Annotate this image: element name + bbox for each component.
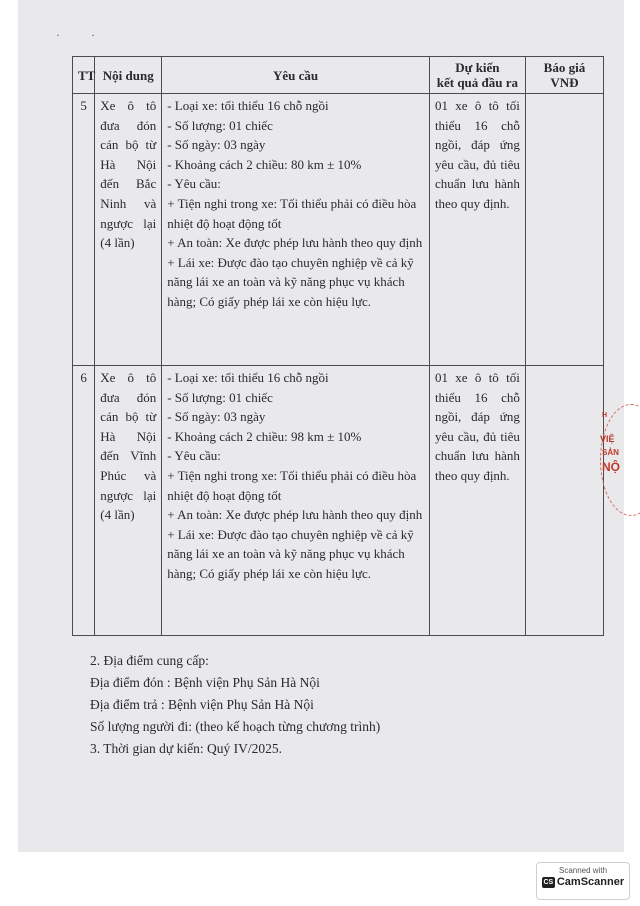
row-expected: 01 xe ô tô tối thiểu 16 chỗ ngồi, đáp ứng yêu cầu, đủ tiêu chuẩn lưu hành theo quy định. bbox=[429, 366, 525, 636]
header-tt: TT bbox=[73, 57, 95, 94]
requirement-line: - Yêu cầu: bbox=[167, 448, 221, 464]
camscanner-watermark bbox=[536, 862, 630, 900]
row-content: Xe ô tô đưa đón cán bộ từ Hà Nội đến Bắc Ninh và ngược lại (4 lần) bbox=[95, 94, 162, 366]
stamp-text: H bbox=[602, 412, 608, 419]
passenger-count: Số lượng người đi: (theo kế hoạch từng chương trình) bbox=[90, 719, 381, 734]
stamp-text: NỘ bbox=[602, 460, 620, 474]
header-quote-line1: Báo giá bbox=[543, 60, 586, 75]
requirement-line: + Tiện nghi trong xe: Tối thiểu phải có điều hòa nhiệt độ hoạt động tốt bbox=[167, 467, 417, 503]
red-seal-stamp bbox=[596, 404, 626, 514]
header-content: Nội dung bbox=[95, 57, 162, 94]
requirement-line: - Số ngày: 03 ngày bbox=[167, 409, 266, 425]
camscanner-brand-text: CamScanner bbox=[556, 876, 625, 888]
requirement-line: - Loại xe: tối thiểu 16 chỗ ngồi bbox=[167, 370, 329, 385]
scanned-with-label: Scanned with bbox=[558, 866, 608, 875]
requirement-line: - Khoảng cách 2 chiều: 80 km ± 10% bbox=[167, 156, 362, 172]
requirement-line: + An toàn: Xe được phép lưu hành theo quy định bbox=[167, 235, 423, 251]
row-quote bbox=[525, 94, 603, 366]
header-quote-line2: VNĐ bbox=[550, 75, 579, 90]
row-requirements bbox=[162, 94, 430, 366]
section-3-time: 3. Thời gian dự kiến: Quý IV/2025. bbox=[90, 741, 282, 756]
stamp-text: VIỆ bbox=[600, 434, 615, 444]
row-expected: 01 xe ô tô tối thiểu 16 chỗ ngồi, đáp ứng yêu cầu, đủ tiêu chuẩn lưu hành theo quy định. bbox=[429, 94, 525, 366]
section-2-title: 2. Địa điểm cung cấp: bbox=[90, 653, 209, 668]
header-expected-line1: Dự kiến bbox=[455, 60, 500, 75]
requirement-line: + Lái xe: Được đào tạo chuyên nghiệp về cả kỹ năng lái xe an toàn và kỹ năng phục vụ khách hàng; Có giấy phép lái xe còn hiệu lực. bbox=[167, 254, 414, 309]
row-number: 6 bbox=[73, 366, 95, 636]
header-requirements: Yêu cầu bbox=[162, 57, 430, 94]
scan-specks: · · bbox=[56, 28, 109, 42]
delivery-details bbox=[90, 650, 380, 760]
requirement-line: + Tiện nghi trong xe: Tối thiểu phải có điều hòa nhiệt độ hoạt động tốt bbox=[167, 195, 417, 231]
camscanner-brand bbox=[537, 876, 629, 888]
header-expected bbox=[429, 57, 525, 94]
requirements-table bbox=[72, 56, 604, 636]
dropoff-location: Địa điểm trả : Bệnh viện Phụ Sản Hà Nội bbox=[90, 697, 314, 712]
requirement-line: - Số ngày: 03 ngày bbox=[167, 137, 266, 153]
row-quote bbox=[525, 366, 603, 636]
table-header-row bbox=[73, 57, 604, 94]
row-content: Xe ô tô đưa đón cán bộ từ Hà Nội đến Vĩnh Phúc và ngược lại (4 lần) bbox=[95, 366, 162, 636]
requirement-line: - Loại xe: tối thiểu 16 chỗ ngồi bbox=[167, 98, 329, 113]
header-quote bbox=[525, 57, 603, 94]
header-expected-line2: kết quả đầu ra bbox=[436, 75, 519, 90]
row-number: 5 bbox=[73, 94, 95, 366]
requirement-line: - Yêu cầu: bbox=[167, 176, 221, 192]
row-requirements bbox=[162, 366, 430, 636]
table-row bbox=[73, 94, 604, 366]
requirement-line: - Số lượng: 01 chiếc bbox=[167, 117, 273, 133]
requirement-line: + An toàn: Xe được phép lưu hành theo quy định bbox=[167, 507, 423, 523]
stamp-text: SẢN bbox=[602, 448, 619, 457]
requirement-line: + Lái xe: Được đào tạo chuyên nghiệp về cả kỹ năng lái xe an toàn và kỹ năng phục vụ khách hàng; Có giấy phép lái xe còn hiệu lực. bbox=[167, 526, 414, 581]
pickup-location: Địa điểm đón : Bệnh viện Phụ Sản Hà Nội bbox=[90, 675, 320, 690]
requirement-line: - Số lượng: 01 chiếc bbox=[167, 389, 273, 405]
table-row bbox=[73, 366, 604, 636]
camscanner-logo-icon: CS bbox=[543, 879, 554, 886]
requirement-line: - Khoảng cách 2 chiều: 98 km ± 10% bbox=[167, 428, 362, 444]
